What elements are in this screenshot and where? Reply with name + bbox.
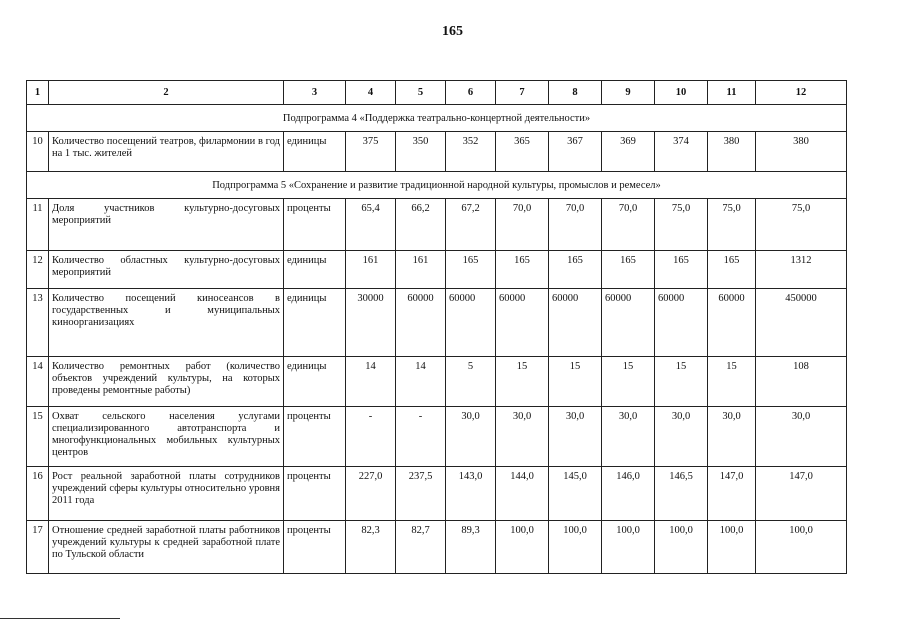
value-cell: 75,0 (708, 199, 756, 251)
value-cell: 60000 (549, 289, 602, 357)
row-number: 15 (27, 407, 49, 467)
table-row (27, 467, 847, 521)
value-cell: 367 (549, 132, 602, 172)
value-cell: 70,0 (602, 199, 655, 251)
value-cell: 65,4 (346, 199, 396, 251)
value-cell: 15 (602, 357, 655, 407)
value-cell: 350 (396, 132, 446, 172)
row-number: 16 (27, 467, 49, 521)
indicator-name: Рост реальной заработной платы сотрудников учреждений сферы культуры относительно уровня 2011 года (49, 467, 284, 521)
value-cell: 165 (602, 251, 655, 289)
value-cell: 146,5 (655, 467, 708, 521)
value-cell: 5 (446, 357, 496, 407)
value-cell: 89,3 (446, 521, 496, 574)
value-cell: 147,0 (708, 467, 756, 521)
unit-cell: единицы (284, 132, 346, 172)
unit-cell: проценты (284, 199, 346, 251)
indicator-name: Охват сельского населения услугами специализированного автотранспорта и многофункциональных мобильных культурных центров (49, 407, 284, 467)
value-cell: 60000 (446, 289, 496, 357)
value-cell: 227,0 (346, 467, 396, 521)
indicator-name: Доля участников культурно-досуговых мероприятий (49, 199, 284, 251)
footnote-divider (0, 618, 120, 619)
subprogram-title: Подпрограмма 4 «Поддержка театрально-концертной деятельности» (27, 105, 847, 132)
value-cell: 161 (346, 251, 396, 289)
value-cell: 100,0 (756, 521, 847, 574)
unit-cell: единицы (284, 251, 346, 289)
value-cell: 75,0 (655, 199, 708, 251)
table-row (27, 251, 847, 289)
value-cell: 374 (655, 132, 708, 172)
value-cell: 165 (655, 251, 708, 289)
header-cell: 6 (446, 81, 496, 105)
value-cell: 161 (396, 251, 446, 289)
value-cell: 100,0 (549, 521, 602, 574)
indicator-name: Количество посещений киносеансов в государственных и муниципальных киноорганизациях (49, 289, 284, 357)
value-cell: 82,3 (346, 521, 396, 574)
value-cell: 352 (446, 132, 496, 172)
subprogram-title: Подпрограмма 5 «Сохранение и развитие традиционной народной культуры, промыслов и ремесел» (27, 172, 847, 199)
value-cell: 30,0 (602, 407, 655, 467)
value-cell: 147,0 (756, 467, 847, 521)
value-cell: 237,5 (396, 467, 446, 521)
subprogram-row (27, 105, 847, 132)
value-cell: 15 (496, 357, 549, 407)
row-number: 10 (27, 132, 49, 172)
indicators-table (26, 80, 847, 574)
value-cell: 30,0 (756, 407, 847, 467)
header-row (27, 81, 847, 105)
value-cell: - (346, 407, 396, 467)
header-cell: 2 (49, 81, 284, 105)
value-cell: 165 (496, 251, 549, 289)
header-cell: 8 (549, 81, 602, 105)
value-cell: 15 (708, 357, 756, 407)
value-cell: 30,0 (549, 407, 602, 467)
header-cell: 1 (27, 81, 49, 105)
value-cell: 66,2 (396, 199, 446, 251)
value-cell: 70,0 (496, 199, 549, 251)
value-cell: 30000 (346, 289, 396, 357)
value-cell: 375 (346, 132, 396, 172)
value-cell: 369 (602, 132, 655, 172)
value-cell: 30,0 (496, 407, 549, 467)
value-cell: 100,0 (708, 521, 756, 574)
indicator-name: Отношение средней заработной платы работников учреждений культуры к средней заработной плате по Тульской области (49, 521, 284, 574)
value-cell: 60000 (496, 289, 549, 357)
value-cell: 14 (346, 357, 396, 407)
page-number: 165 (442, 24, 463, 39)
value-cell: 380 (756, 132, 847, 172)
value-cell: 165 (549, 251, 602, 289)
table-row (27, 521, 847, 574)
value-cell: 30,0 (708, 407, 756, 467)
value-cell: 380 (708, 132, 756, 172)
table-row (27, 199, 847, 251)
value-cell: 14 (396, 357, 446, 407)
value-cell: 60000 (602, 289, 655, 357)
table-row (27, 132, 847, 172)
subprogram-row (27, 172, 847, 199)
header-cell: 10 (655, 81, 708, 105)
unit-cell: проценты (284, 407, 346, 467)
header-cell: 12 (756, 81, 847, 105)
value-cell: 108 (756, 357, 847, 407)
value-cell: 60000 (708, 289, 756, 357)
value-cell: 15 (549, 357, 602, 407)
unit-cell: проценты (284, 521, 346, 574)
header-cell: 11 (708, 81, 756, 105)
value-cell: 100,0 (655, 521, 708, 574)
value-cell: 60000 (396, 289, 446, 357)
table-row (27, 289, 847, 357)
header-cell: 9 (602, 81, 655, 105)
value-cell: 75,0 (756, 199, 847, 251)
indicator-name: Количество посещений театров, филармонии в год на 1 тыс. жителей (49, 132, 284, 172)
value-cell: 82,7 (396, 521, 446, 574)
value-cell: 365 (496, 132, 549, 172)
table-row (27, 357, 847, 407)
value-cell: 143,0 (446, 467, 496, 521)
value-cell: 1312 (756, 251, 847, 289)
unit-cell: единицы (284, 289, 346, 357)
row-number: 12 (27, 251, 49, 289)
value-cell: 144,0 (496, 467, 549, 521)
indicator-name: Количество ремонтных работ (количество объектов учреждений культуры, на которых проведены ремонтные работы) (49, 357, 284, 407)
value-cell: 70,0 (549, 199, 602, 251)
header-cell: 3 (284, 81, 346, 105)
value-cell: 450000 (756, 289, 847, 357)
value-cell: 67,2 (446, 199, 496, 251)
table-row (27, 407, 847, 467)
unit-cell: единицы (284, 357, 346, 407)
value-cell: 60000 (655, 289, 708, 357)
header-cell: 7 (496, 81, 549, 105)
value-cell: 30,0 (446, 407, 496, 467)
row-number: 13 (27, 289, 49, 357)
unit-cell: проценты (284, 467, 346, 521)
value-cell: 145,0 (549, 467, 602, 521)
value-cell: 30,0 (655, 407, 708, 467)
indicator-name: Количество областных культурно-досуговых мероприятий (49, 251, 284, 289)
row-number: 11 (27, 199, 49, 251)
value-cell: 100,0 (602, 521, 655, 574)
row-number: 17 (27, 521, 49, 574)
value-cell: 165 (708, 251, 756, 289)
value-cell: 15 (655, 357, 708, 407)
row-number: 14 (27, 357, 49, 407)
value-cell: 100,0 (496, 521, 549, 574)
value-cell: 146,0 (602, 467, 655, 521)
header-cell: 4 (346, 81, 396, 105)
header-cell: 5 (396, 81, 446, 105)
value-cell: - (396, 407, 446, 467)
value-cell: 165 (446, 251, 496, 289)
